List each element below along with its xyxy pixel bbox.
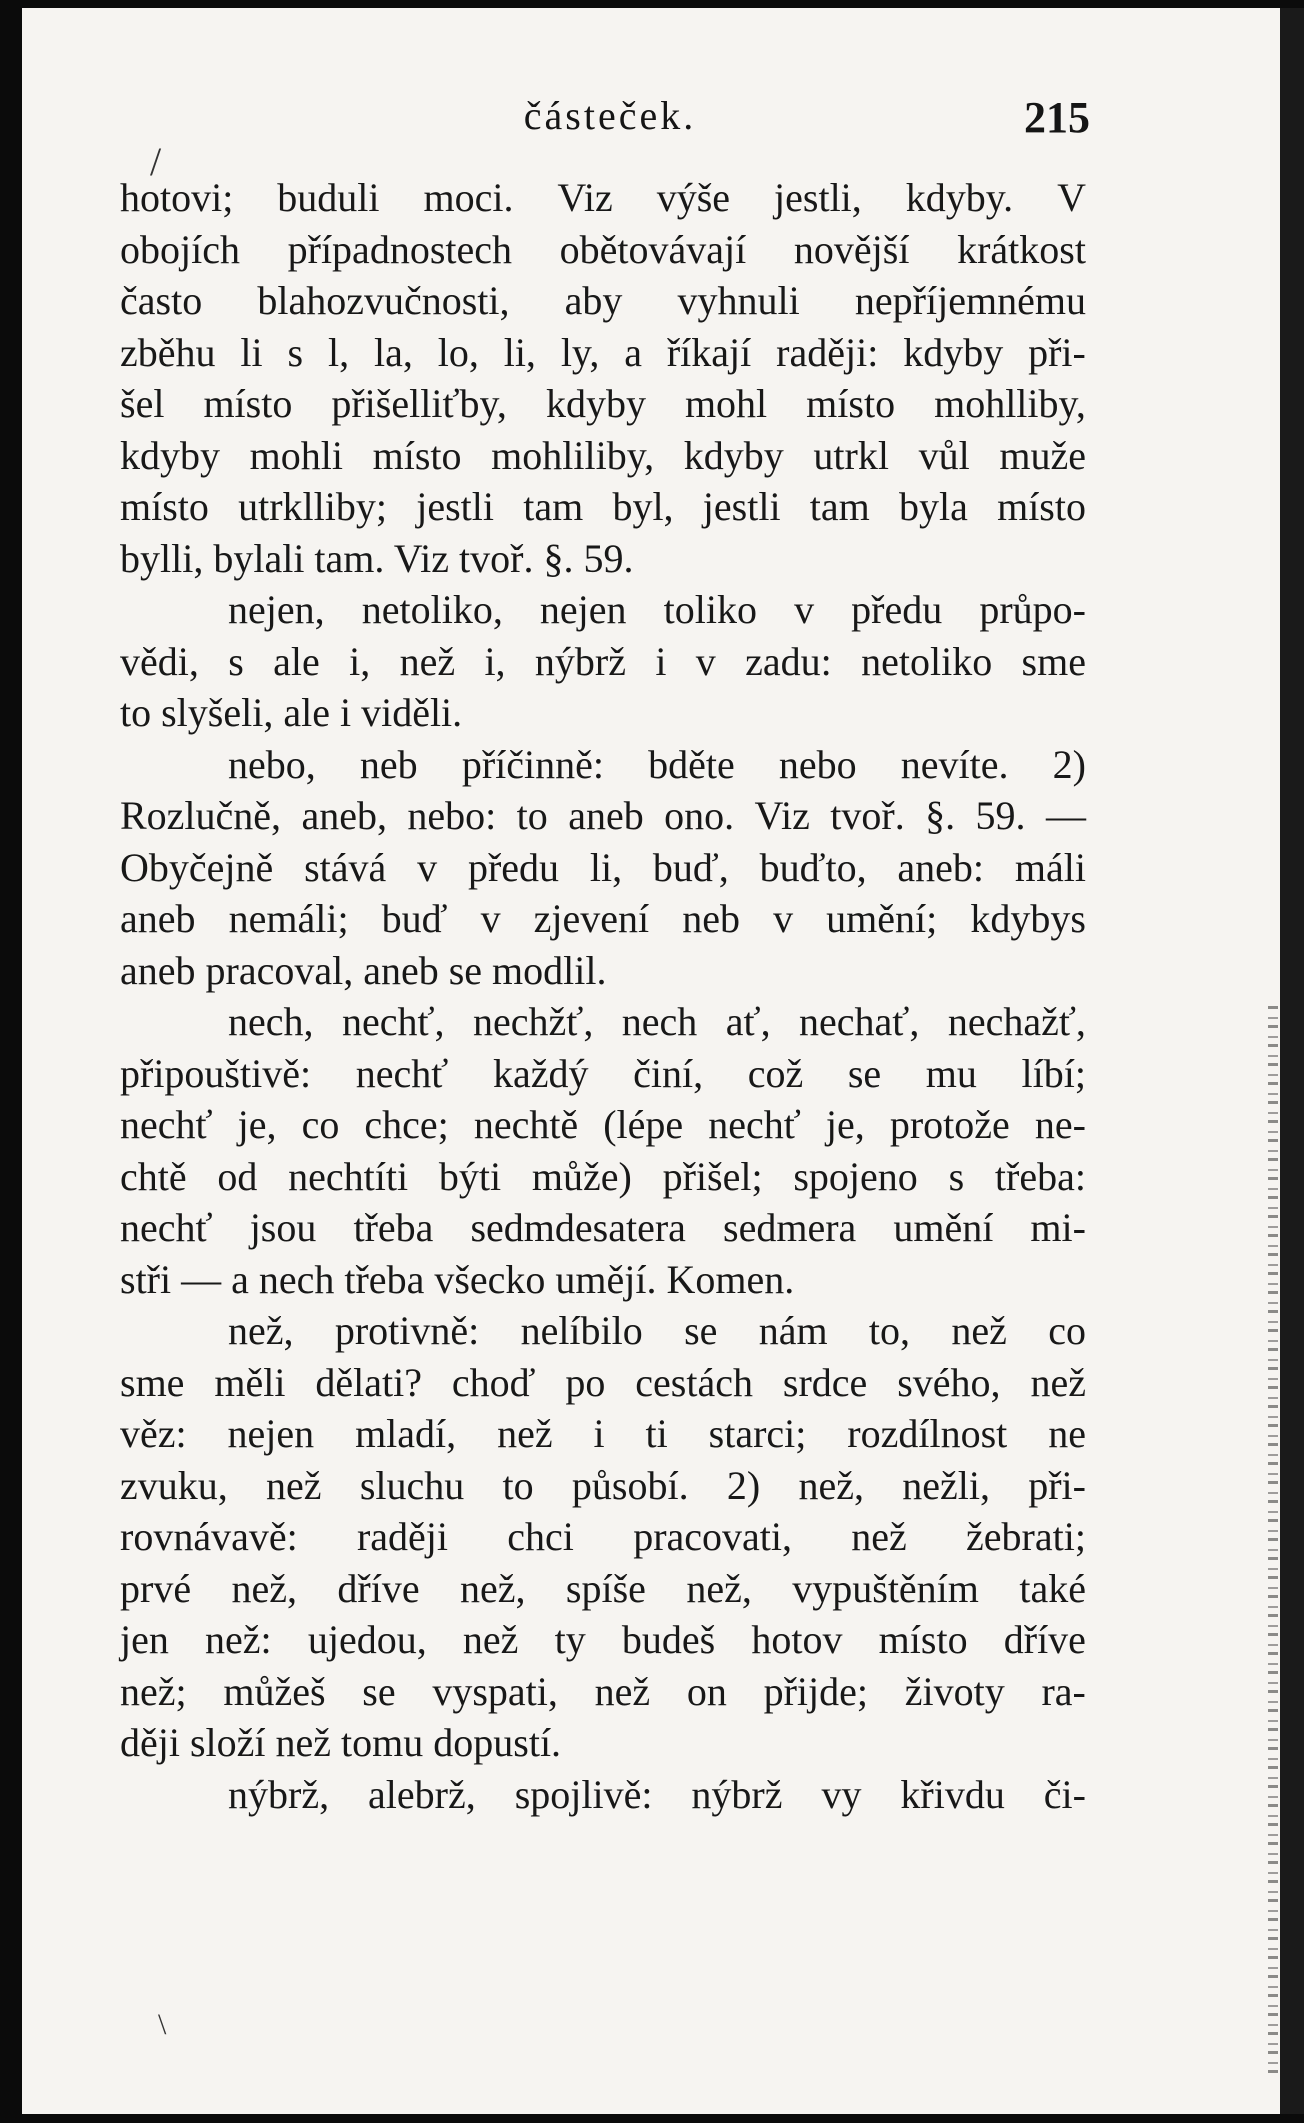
text-line: stři — a nech třeba všecko umějí. Komen. bbox=[120, 1256, 795, 1302]
text-line: chtě od nechtíti býti může) přišel; spojeno s třeba: bbox=[120, 1153, 1086, 1199]
scan-right-border bbox=[1280, 8, 1304, 2114]
text-line: nechť je, co chce; nechtě (lépe nechť je, protože ne- bbox=[120, 1102, 1086, 1147]
text-line: prvé než, dříve než, spíše než, vypuštěním také bbox=[120, 1565, 1086, 1611]
stray-mark-bottom: \ bbox=[158, 2008, 167, 2041]
text-line: zvuku, než sluchu to působí. 2) než, nežli, při- bbox=[120, 1462, 1086, 1508]
running-title: částeček. bbox=[523, 93, 697, 138]
text-line: obojích případnostech obětovávají novější krátkost bbox=[120, 226, 1086, 272]
text-line: aneb nemáli; buď v zjevení neb v umění; kdybys bbox=[120, 896, 1086, 941]
text-line: to slyšeli, ale i viděli. bbox=[120, 690, 463, 735]
text-line: kdyby mohli místo mohliliby, kdyby utrkl vůl muže bbox=[120, 432, 1086, 478]
text-line: vědi, s ale i, než i, nýbrž i v zadu: netoliko sme bbox=[120, 638, 1086, 684]
text-line: rovnávavě: raději chci pracovati, než žebrati; bbox=[120, 1514, 1086, 1559]
text-line: zběhu li s l, la, lo, li, ly, a říkají raději: kdyby při- bbox=[120, 329, 1086, 375]
text-line: než; můžeš se vyspati, než on přijde; životy ra- bbox=[120, 1668, 1086, 1714]
text-line: nebo, neb příčinně: bděte nebo nevíte. 2) bbox=[228, 741, 1086, 787]
page-number: 215 bbox=[1024, 93, 1090, 142]
text-line: místo utrklliby; jestli tam byl, jestli tam byla místo bbox=[120, 484, 1086, 529]
scan-left-border bbox=[0, 8, 22, 2114]
text-line: nechť jsou třeba sedmdesatera sedmera umění mi- bbox=[120, 1205, 1086, 1250]
text-line: bylli, bylali tam. Viz tvoř. §. 59. bbox=[120, 535, 634, 581]
text-line: Obyčejně stává v předu li, buď, buďto, aneb: máli bbox=[120, 844, 1086, 890]
text-line: hotovi; buduli moci. Viz výše jestli, kdyby. V bbox=[120, 175, 1086, 220]
text-line: připouštivě: nechť každý činí, což se mu líbí; bbox=[120, 1050, 1086, 1096]
text-line: často blahozvučnosti, aby vyhnuli nepříjemnému bbox=[120, 278, 1086, 323]
text-line: nech, nechť, nechžť, nech ať, nechať, nechažť, bbox=[228, 999, 1086, 1044]
text-line: věz: nejen mladí, než i ti starci; rozdílnost ne bbox=[120, 1411, 1086, 1456]
stray-mark-top: / bbox=[150, 139, 162, 184]
page-edge-marks bbox=[1268, 1000, 1278, 2080]
text-line: šel místo přišelliťby, kdyby mohl místo mohlliby, bbox=[120, 381, 1086, 426]
text-line: jen než: ujedou, než ty budeš hotov místo dříve bbox=[120, 1617, 1086, 1662]
text-line: Rozlučně, aneb, nebo: to aneb ono. Viz tvoř. §. 59. — bbox=[120, 793, 1086, 838]
body-text bbox=[120, 172, 1086, 1820]
running-header bbox=[130, 92, 1090, 156]
text-line: než, protivně: nelíbilo se nám to, než co bbox=[228, 1308, 1086, 1353]
text-line: sme měli dělati? choď po cestách srdce svého, než bbox=[120, 1359, 1086, 1405]
text-line: nejen, netoliko, nejen toliko v předu průpo- bbox=[228, 587, 1086, 632]
text-line: ději složí než tomu dopustí. bbox=[120, 1720, 562, 1765]
text-line: aneb pracoval, aneb se modlil. bbox=[120, 947, 607, 993]
text-line: nýbrž, alebrž, spojlivě: nýbrž vy křivdu či- bbox=[228, 1771, 1086, 1817]
